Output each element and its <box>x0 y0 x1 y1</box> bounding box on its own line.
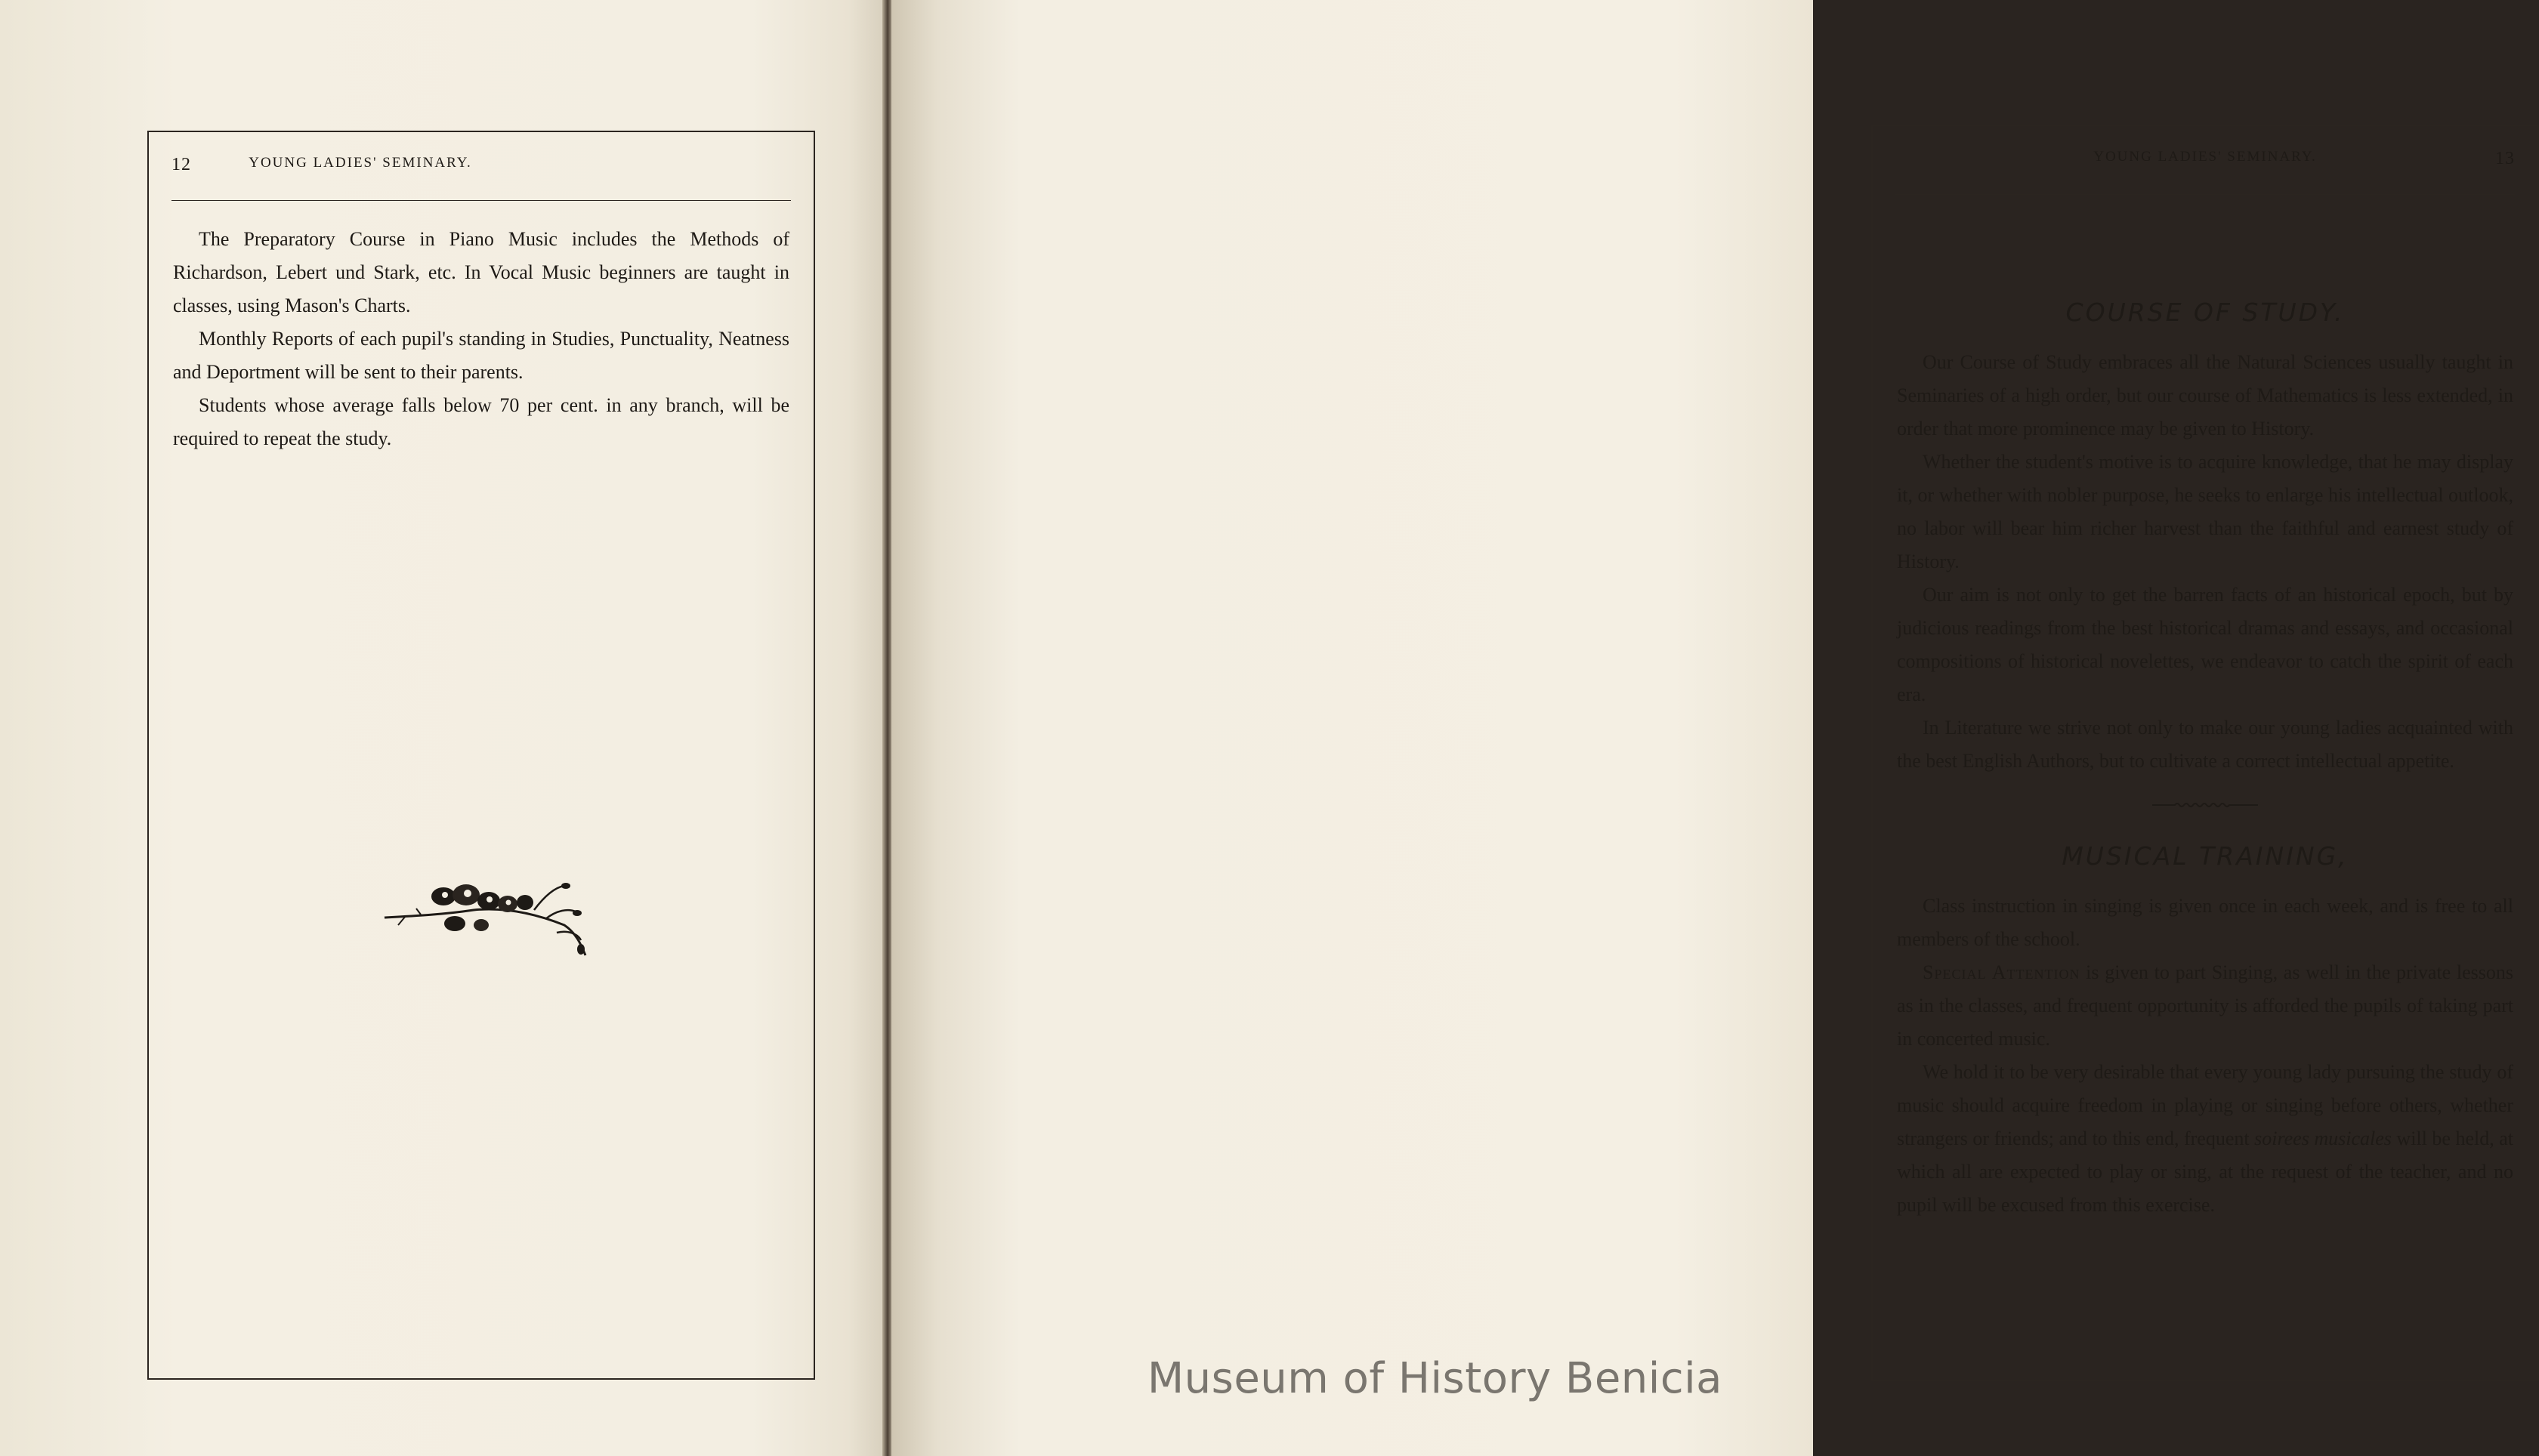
paragraph-course-history-motive: Whether the student's motive is to acquire knowledge, that he may display it, or whether with nobler purpose, he seeks to enlarge his intellectual outlook, no labor will bear him richer harvest than the faithful and earnest study of History. <box>1897 451 2513 572</box>
paragraph-course-natural-sciences: Our Course of Study embraces all the Natural Sciences usually taught in Seminaries of a high order, but our course of Mathematics is less extended, in order that more prominence may be given to History. <box>1897 351 2513 440</box>
left-page-frame <box>147 131 815 1380</box>
soirees-text-b: will be held, at which all are expected to play or sing, at the request of the teacher, and no pupil will be excused from this exercise. <box>1897 1127 2514 1216</box>
special-attention-lead: Special Attention <box>1923 961 2080 983</box>
left-body-text <box>173 223 789 455</box>
right-head-rule <box>1895 194 2515 195</box>
right-page <box>891 0 2515 1456</box>
heading-musical-training: MUSICAL TRAINING, <box>2062 841 2349 871</box>
paragraph-special-attention <box>1897 956 2513 1056</box>
paragraph-preparatory-course: The Preparatory Course in Piano Music includes the Methods of Richardson, Lebert und Stark, etc. In Vocal Music beginners are taught in classes, using Mason's Charts. <box>173 228 789 316</box>
right-body-text <box>1897 296 2513 1222</box>
wavy-rule-icon <box>2152 800 2258 810</box>
paragraph-course-literature: In Literature we strive not only to make our young ladies acquainted with the best English Authors, but to cultivate a correct intellectual appetite. <box>1897 717 2513 772</box>
special-attention-text: is given to part Singing, as well in the private lessons as in the classes, and frequent opportunity is afforded the pupils of taking part in concerted music. <box>1897 961 2513 1050</box>
paragraph-class-instruction: Class instruction in singing is given once in each week, and is free to all members of the school. <box>1897 895 2513 950</box>
page-number-12: 12 <box>171 155 191 174</box>
paragraph-average-requirement: Students whose average falls below 70 per cent. in any branch, will be required to repeat the study. <box>173 394 789 449</box>
floral-sprig-icon <box>383 880 595 963</box>
watermark-text: Museum of History Benicia <box>1147 1354 1722 1403</box>
paragraph-course-aim: Our aim is not only to get the barren facts of an historical epoch, but by judicious readings from the best historical dramas and essays, and occasional compositions of historical novelettes, we endeavor to catch the spirit of each era. <box>1897 584 2513 705</box>
soirees-italic: soirees musicales <box>2254 1127 2392 1149</box>
right-page-frame <box>1871 125 2539 1381</box>
paragraph-monthly-reports: Monthly Reports of each pupil's standing in Studies, Punctuality, Neatness and Deportment will be sent to their parents. <box>173 328 789 383</box>
left-running-title: YOUNG LADIES' SEMINARY. <box>249 155 472 171</box>
page-number-13: 13 <box>2495 149 2515 168</box>
left-page <box>0 0 884 1456</box>
heading-course-of-study: COURSE OF STUDY. <box>2065 298 2345 327</box>
right-running-title: YOUNG LADIES' SEMINARY. <box>2093 149 2317 165</box>
paragraph-soirees <box>1897 1056 2513 1222</box>
soirees-text-a: We hold it to be very desirable that every young lady pursuing the study of music should acquire freedom in playing or singing before others, whether strangers or friends; and to this end, frequent <box>1897 1061 2513 1149</box>
left-head-rule <box>171 200 791 201</box>
